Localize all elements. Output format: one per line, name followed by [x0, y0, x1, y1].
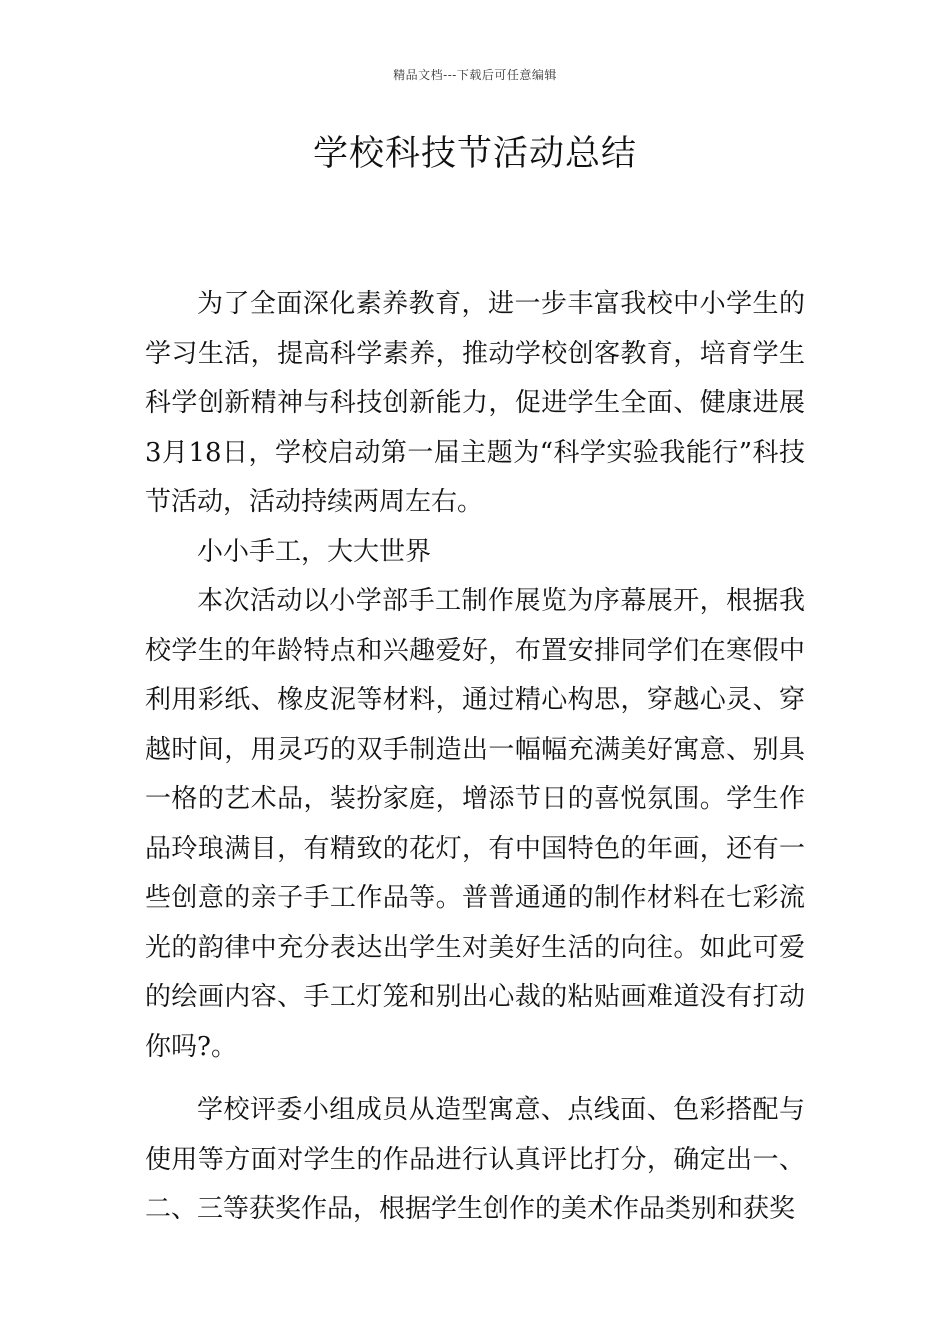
document-title: 学校科技节活动总结 — [312, 134, 637, 174]
paragraph-judging: 学校评委小组成员从造型寓意、点线面、色彩搭配与使用等方面对学生的作品进行认真评比打分，确定出一、二、三等获奖作品，根据学生创作的美术作品类别和获奖 — [145, 1095, 805, 1224]
header-note: 精品文档---下载后可任意编辑 — [393, 68, 557, 82]
paragraph-handicraft: 本次活动以小学部手工制作展览为序幕展开，根据我校学生的年龄特点和兴趣爱好，布置安排同学们在寒假中利用彩纸、橡皮泥等材料，通过精心构思，穿越心灵、穿越时间，用灵巧的双手制造出一幅幅充满美好寓意、别具一格的艺术品，装扮家庭，增添节日的喜悦氛围。学生作品玲琅满目，有精致的花灯，有中国特色的年画，还有一些创意的亲子手工作品等。普普通通的制作材料在七彩流光的韵律中充分表达出学生对美好生活的向往。如此可爱的绘画内容、手工灯笼和别出心裁的粘贴画难道没有打动你吗?。 — [145, 586, 805, 1062]
paragraph-intro: 为了全面深化素养教育，进一步丰富我校中小学生的学习生活，提高科学素养，推动学校创客教育，培育学生科学创新精神与科技创新能力，促进学生全面、健康进展3月18日，学校启动第一届主题为“科学实验我能行”科技节活动，活动持续两周左右。 — [145, 289, 805, 517]
section-heading: 小小手工，大大世界 — [197, 536, 432, 567]
document-body — [145, 280, 805, 1235]
